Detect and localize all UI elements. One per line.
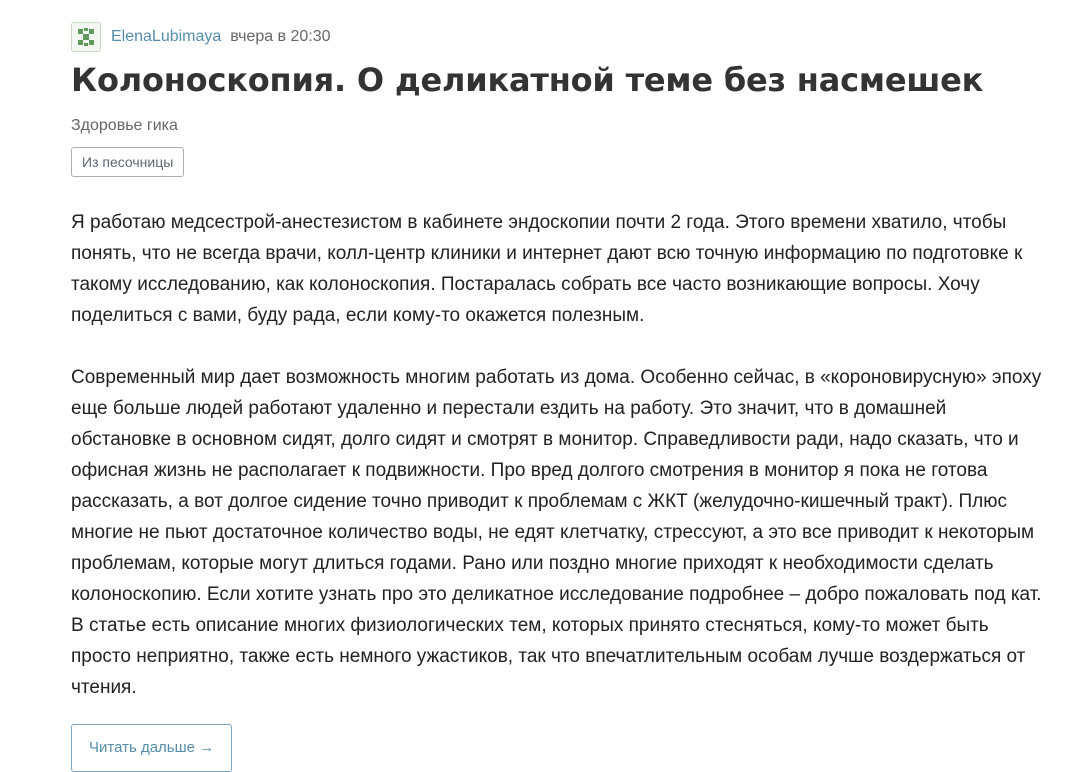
user-avatar-icon[interactable] <box>71 22 101 52</box>
author-link[interactable]: ElenaLubimaya <box>111 28 222 45</box>
sandbox-badge[interactable]: Из песочницы <box>71 147 184 177</box>
post-paragraph-1: Я работаю медсестрой-анестезистом в кабинете эндоскопии почти 2 года. Этого времени хватило, чтобы понять, что не всегда врачи, колл-центр клиники и интернет дают всю точную информацию по подготовке к такому исследованию, как колоноскопия. Постаралась собрать все часто возникающие вопросы. Хочу поделиться с вами, буду рада, если кому-то окажется полезным. <box>71 212 1023 326</box>
post-body <box>71 207 1051 703</box>
hub-link[interactable]: Здоровье гика <box>71 117 178 134</box>
post-title[interactable]: Колоноскопия. О деликатной теме без насмешек <box>71 61 984 99</box>
post-time: вчера в 20:30 <box>230 28 331 45</box>
post-paragraph-2: Современный мир дает возможность многим работать из дома. Особенно сейчас, в «короновирусную» эпоху еще больше людей работают удаленно и перестали ездить на работу. Это значит, что в домашней обстановке в основном сидят, долго сидят и смотрят в монитор. Справедливости ради, надо сказать, что и офисная жизнь не располагает к подвижности. Про вред долгого смотрения в монитор я пока не готова рассказать, а вот долгое сидение точно приводит к проблемам с ЖКТ (желудочно-кишечный тракт). Плюс многие не пьют достаточное количество воды, не едят клетчатку, стрессуют, а это все приводит к некоторым проблемам, которые могут длиться годами. Рано или поздно многие приходят к необходимости сделать колоноскопию. Если хотите узнать про это деликатное исследование подробнее – добро пожаловать под кат. В статье есть описание многих физиологических тем, которых принято стесняться, кому-то может быть просто неприятно, также есть немного ужастиков, так что впечатлительным особам лучше воздержаться от чтения. <box>71 367 1042 698</box>
read-more-button[interactable]: Читать дальше → <box>71 724 232 772</box>
post-meta <box>71 21 331 53</box>
